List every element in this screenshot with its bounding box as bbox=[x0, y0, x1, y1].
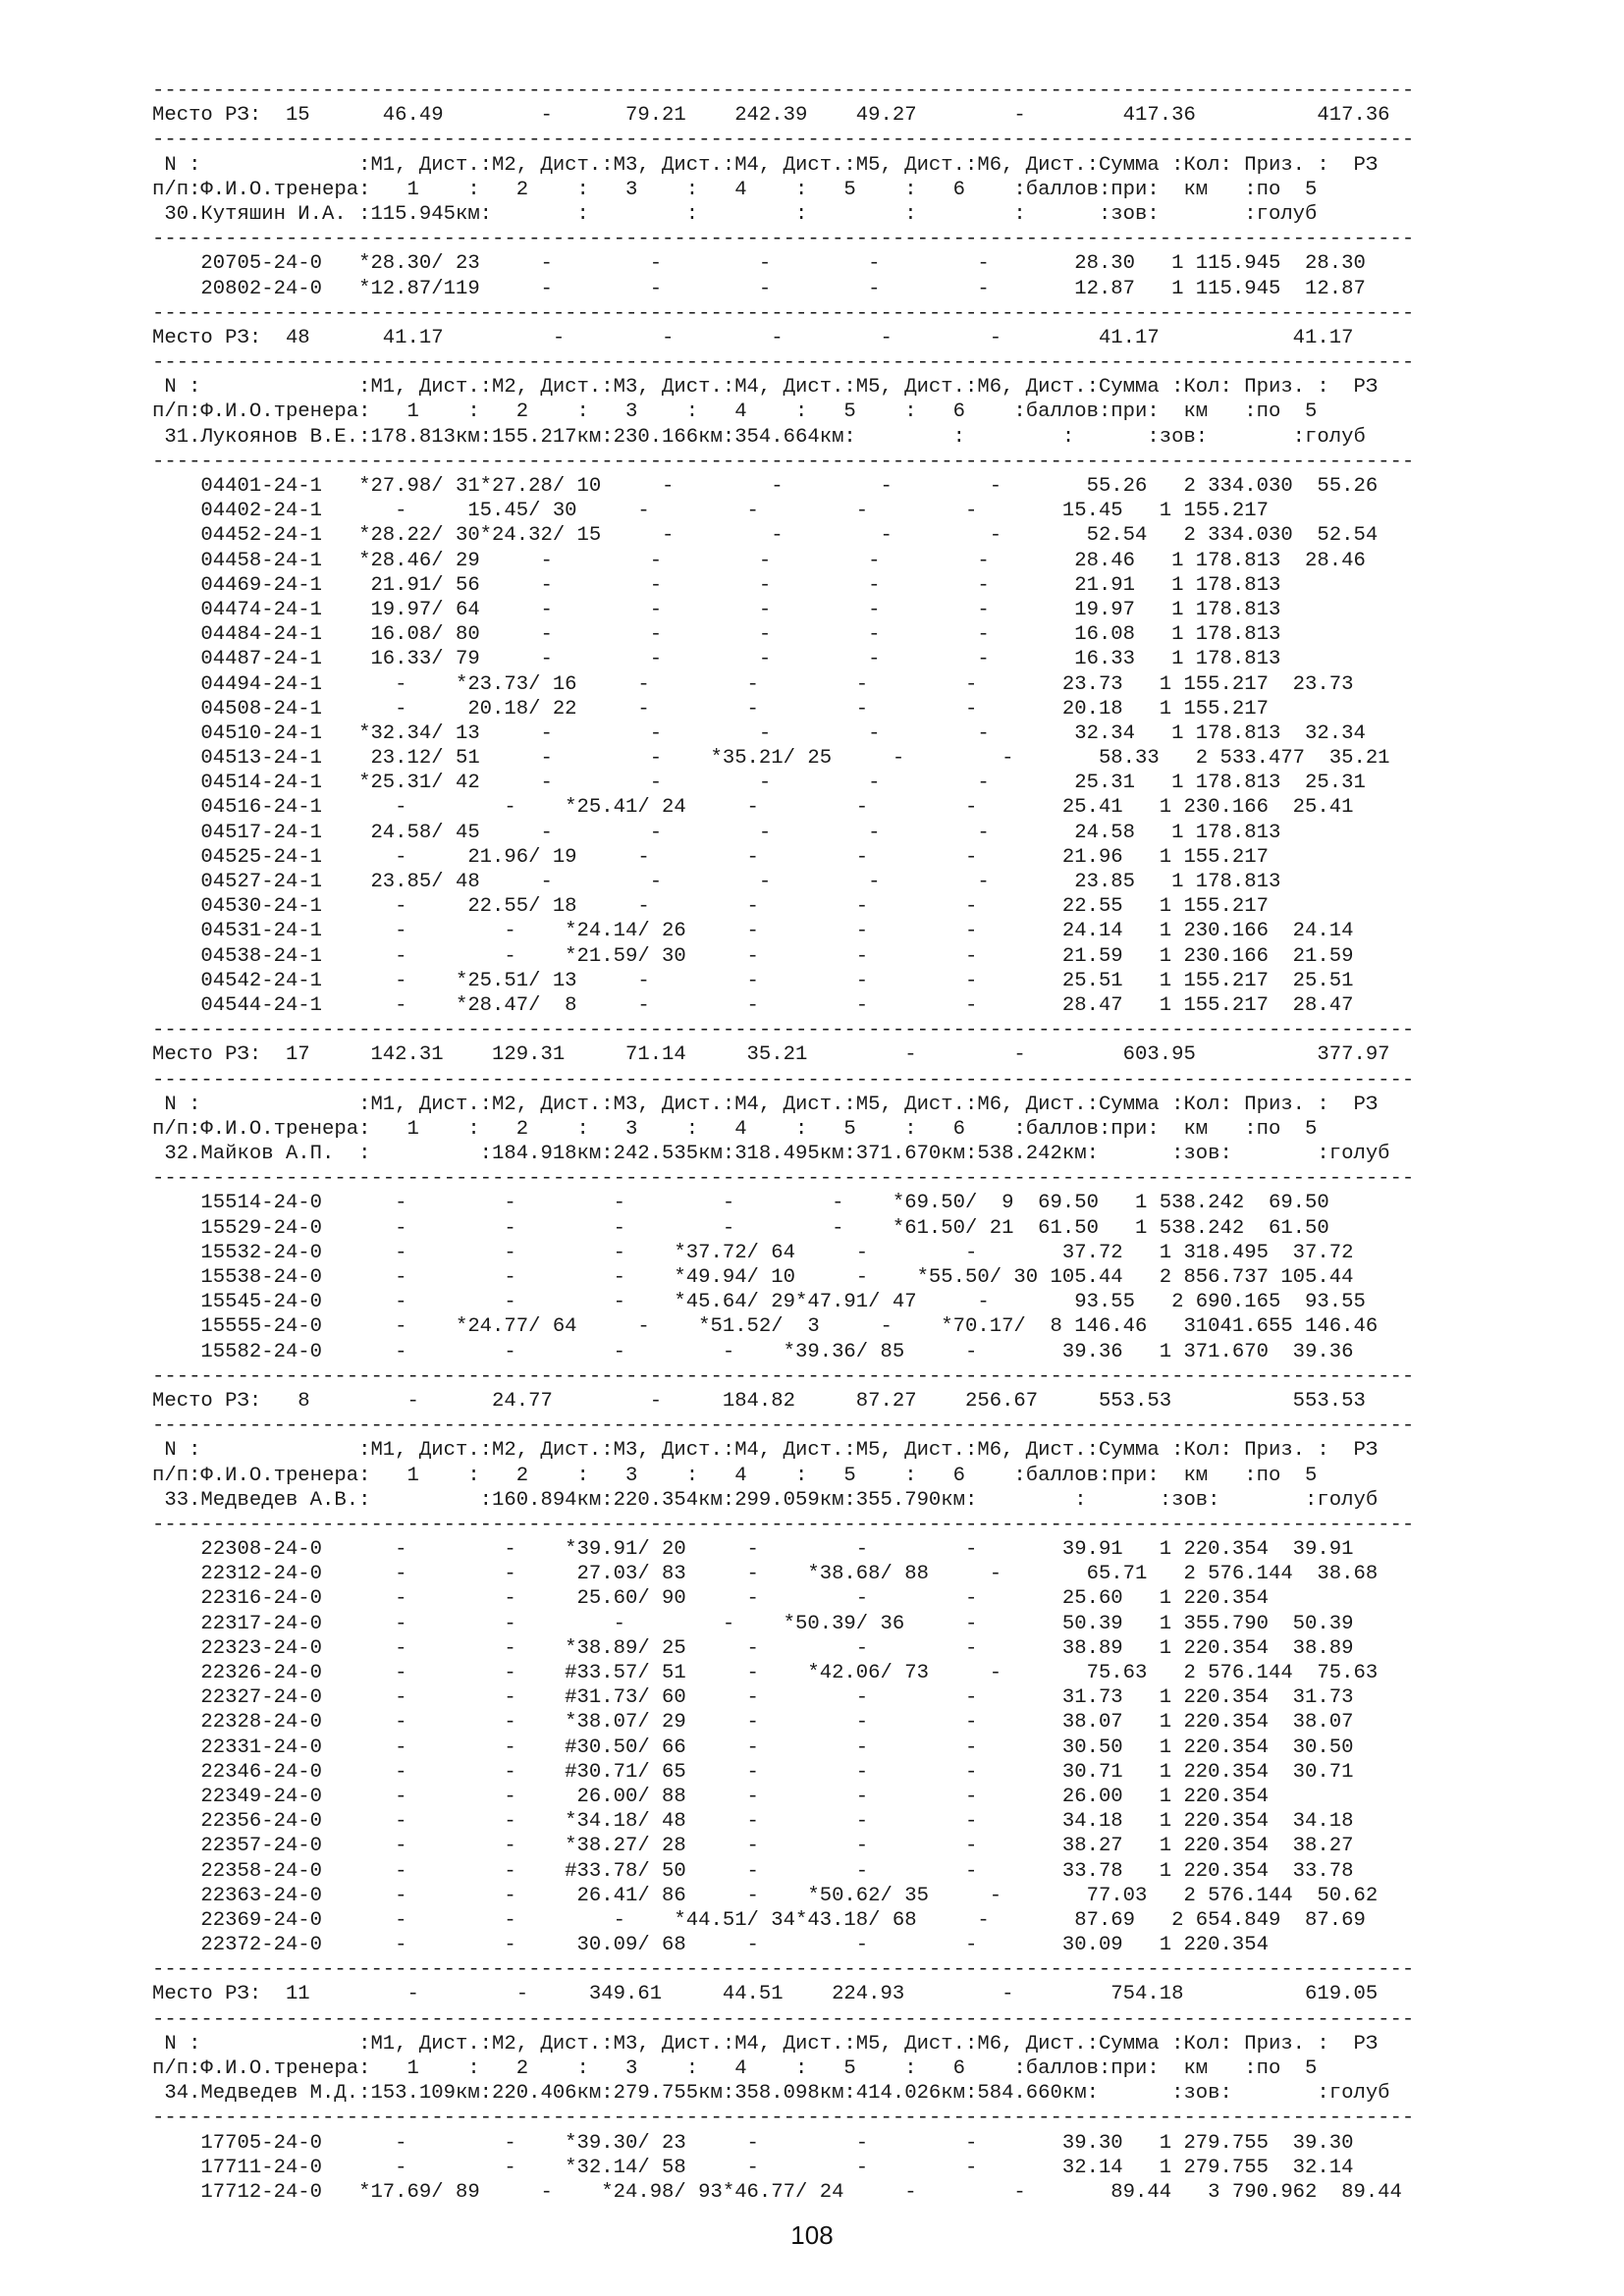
page-number: 108 bbox=[790, 2220, 834, 2250]
table-line: 04474-24-1 19.97/ 64 - - - - - 19.97 1 178.813 bbox=[152, 598, 1281, 621]
table-line: 22326-24-0 - - #33.57/ 51 - *42.06/ 73 - 75.63 2 576.144 75.63 bbox=[152, 1662, 1379, 1684]
table-line: 22328-24-0 - - *38.07/ 29 - - - 38.07 1 220.354 38.07 bbox=[152, 1711, 1354, 1735]
table-line: 04469-24-1 21.91/ 56 - - - - - 21.91 1 178.813 bbox=[152, 573, 1281, 597]
table-line: 22372-24-0 - - 30.09/ 68 - - - 30.09 1 220.354 bbox=[152, 1934, 1269, 1957]
table-line: 04530-24-1 - 22.55/ 18 - - - - 22.55 1 155.217 bbox=[152, 895, 1269, 919]
table-line: 04402-24-1 - 15.45/ 30 - - - - 15.45 1 155.217 bbox=[152, 500, 1269, 523]
separator-line: -------------------------------------------------------------------------------------------------------- bbox=[152, 1167, 1415, 1191]
separator-line: -------------------------------------------------------------------------------------------------------- bbox=[152, 1415, 1415, 1438]
table-line: 15514-24-0 - - - - - *69.50/ 9 69.50 1 538.242 69.50 bbox=[152, 1192, 1329, 1215]
table-line: 22316-24-0 - - 25.60/ 90 - - - 25.60 1 220.354 bbox=[152, 1587, 1269, 1611]
table-line: 22357-24-0 - - *38.27/ 28 - - - 38.27 1 220.354 38.27 bbox=[152, 1835, 1354, 1858]
separator-line: -------------------------------------------------------------------------------------------------------- bbox=[152, 1019, 1415, 1042]
table-line: 04525-24-1 - 21.96/ 19 - - - - 21.96 1 155.217 bbox=[152, 845, 1269, 869]
table-line: 04510-24-1 *32.34/ 13 - - - - - 32.34 1 178.813 32.34 bbox=[152, 721, 1366, 745]
table-line: Место РЗ: 15 46.49 - 79.21 242.39 49.27 - 417.36 417.36 bbox=[152, 104, 1390, 128]
table-line: 22312-24-0 - - 27.03/ 83 - *38.68/ 88 - 65.71 2 576.144 38.68 bbox=[152, 1563, 1379, 1586]
table-line: 15532-24-0 - - - *37.72/ 64 - - 37.72 1 318.495 37.72 bbox=[152, 1241, 1354, 1264]
table-line: 30.Кутяшин И.А. :115.945км: : : : : : :зов: :голуб bbox=[152, 202, 1318, 226]
table-line: 04531-24-1 - - *24.14/ 26 - - - 24.14 1 230.166 24.14 bbox=[152, 920, 1354, 943]
table-line: 15538-24-0 - - - *49.94/ 10 - *55.50/ 30 105.44 2 856.737 105.44 bbox=[152, 1266, 1354, 1289]
table-line: 22358-24-0 - - #33.78/ 50 - - - 33.78 1 220.354 33.78 bbox=[152, 1859, 1354, 1883]
table-line: 20802-24-0 *12.87/119 - - - - - 12.87 1 115.945 12.87 bbox=[152, 277, 1366, 300]
table-line: 22346-24-0 - - #30.71/ 65 - - - 30.71 1 220.354 30.71 bbox=[152, 1760, 1354, 1784]
table-line: N : :М1, Дист.:М2, Дист.:М3, Дист.:М4, Дист.:М5, Дист.:М6, Дист.:Сумма :Кол: Приз. : РЗ bbox=[152, 1439, 1379, 1463]
table-line: 04452-24-1 *28.22/ 30*24.32/ 15 - - - - 52.54 2 334.030 52.54 bbox=[152, 524, 1379, 548]
table-line: 04494-24-1 - *23.73/ 16 - - - - 23.73 1 155.217 23.73 bbox=[152, 672, 1354, 696]
separator-line: -------------------------------------------------------------------------------------------------------- bbox=[152, 351, 1415, 375]
table-line: 04508-24-1 - 20.18/ 22 - - - - 20.18 1 155.217 bbox=[152, 697, 1269, 721]
table-line: 04487-24-1 16.33/ 79 - - - - - 16.33 1 178.813 bbox=[152, 648, 1281, 671]
table-line: 15545-24-0 - - - *45.64/ 29*47.91/ 47 - 93.55 2 690.165 93.55 bbox=[152, 1291, 1366, 1314]
separator-line: -------------------------------------------------------------------------------------------------------- bbox=[152, 1958, 1415, 1982]
table-line: 04458-24-1 *28.46/ 29 - - - - - 28.46 1 178.813 28.46 bbox=[152, 549, 1366, 572]
table-line: N : :М1, Дист.:М2, Дист.:М3, Дист.:М4, Дист.:М5, Дист.:М6, Дист.:Сумма :Кол: Приз. : РЗ bbox=[152, 1093, 1379, 1116]
table-line: Место РЗ: 8 - 24.77 - 184.82 87.27 256.67 553.53 553.53 bbox=[152, 1389, 1366, 1413]
table-line: 22323-24-0 - - *38.89/ 25 - - - 38.89 1 220.354 38.89 bbox=[152, 1636, 1354, 1660]
table-line: 04517-24-1 24.58/ 45 - - - - - 24.58 1 178.813 bbox=[152, 821, 1281, 844]
table-line: 22349-24-0 - - 26.00/ 88 - - - 26.00 1 220.354 bbox=[152, 1785, 1269, 1808]
table-line: 22331-24-0 - - #30.50/ 66 - - - 30.50 1 220.354 30.50 bbox=[152, 1735, 1354, 1759]
table-line: 20705-24-0 *28.30/ 23 - - - - - 28.30 1 115.945 28.30 bbox=[152, 252, 1366, 276]
table-line: 04401-24-1 *27.98/ 31*27.28/ 10 - - - - 55.26 2 334.030 55.26 bbox=[152, 475, 1379, 498]
table-line: Место РЗ: 48 41.17 - - - - - 41.17 41.17 bbox=[152, 326, 1354, 349]
separator-line: -------------------------------------------------------------------------------------------------------- bbox=[152, 2107, 1415, 2130]
results-table bbox=[152, 79, 1527, 2205]
separator-line: -------------------------------------------------------------------------------------------------------- bbox=[152, 1364, 1415, 1388]
separator-line: -------------------------------------------------------------------------------------------------------- bbox=[152, 450, 1415, 473]
table-line: 22369-24-0 - - - *44.51/ 34*43.18/ 68 - 87.69 2 654.849 87.69 bbox=[152, 1908, 1366, 1932]
table-line: 17712-24-0 *17.69/ 89 - *24.98/ 93*46.77/ 24 - - 89.44 3 790.962 89.44 bbox=[152, 2180, 1402, 2204]
table-line: 04513-24-1 23.12/ 51 - - *35.21/ 25 - - 58.33 2 533.477 35.21 bbox=[152, 747, 1390, 771]
table-line: 17705-24-0 - - *39.30/ 23 - - - 39.30 1 279.755 39.30 bbox=[152, 2131, 1354, 2155]
table-line: 04538-24-1 - - *21.59/ 30 - - - 21.59 1 230.166 21.59 bbox=[152, 944, 1354, 968]
table-line: 15529-24-0 - - - - - *61.50/ 21 61.50 1 538.242 61.50 bbox=[152, 1216, 1329, 1240]
table-line: 17711-24-0 - - *32.14/ 58 - - - 32.14 1 279.755 32.14 bbox=[152, 2156, 1354, 2179]
table-line: N : :М1, Дист.:М2, Дист.:М3, Дист.:М4, Дист.:М5, Дист.:М6, Дист.:Сумма :Кол: Приз. : РЗ bbox=[152, 376, 1379, 400]
table-line: 22363-24-0 - - 26.41/ 86 - *50.62/ 35 - 77.03 2 576.144 50.62 bbox=[152, 1884, 1379, 1907]
table-line: N : :М1, Дист.:М2, Дист.:М3, Дист.:М4, Дист.:М5, Дист.:М6, Дист.:Сумма :Кол: Приз. : РЗ bbox=[152, 2032, 1379, 2056]
table-line: 15555-24-0 - *24.77/ 64 - *51.52/ 3 - *70.17/ 8 146.46 31041.655 146.46 bbox=[152, 1315, 1379, 1339]
separator-line: -------------------------------------------------------------------------------------------------------- bbox=[152, 1068, 1415, 1092]
table-line: 04514-24-1 *25.31/ 42 - - - - - 25.31 1 178.813 25.31 bbox=[152, 772, 1366, 795]
table-line: 31.Лукоянов В.Е.:178.813км:155.217км:230.166км:354.664км: : : :зов: :голуб bbox=[152, 425, 1366, 449]
table-line: 32.Майков А.П. : :184.918км:242.535км:318.495км:371.670км:538.242км: :зов: :голуб bbox=[152, 1143, 1390, 1166]
table-line: N : :М1, Дист.:М2, Дист.:М3, Дист.:М4, Дист.:М5, Дист.:М6, Дист.:Сумма :Кол: Приз. : РЗ bbox=[152, 153, 1379, 177]
separator-line: -------------------------------------------------------------------------------------------------------- bbox=[152, 228, 1415, 251]
table-line: Место РЗ: 17 142.31 129.31 71.14 35.21 - - 603.95 377.97 bbox=[152, 1043, 1390, 1067]
table-line: 15582-24-0 - - - - *39.36/ 85 - 39.36 1 371.670 39.36 bbox=[152, 1340, 1354, 1363]
separator-line: -------------------------------------------------------------------------------------------------------- bbox=[152, 1513, 1415, 1536]
table-line: 34.Медведев М.Д.:153.109км:220.406км:279.755км:358.098км:414.026км:584.660км: :зов: :голуб bbox=[152, 2082, 1390, 2106]
separator-line: -------------------------------------------------------------------------------------------------------- bbox=[152, 80, 1415, 102]
table-line: 04484-24-1 16.08/ 80 - - - - - 16.08 1 178.813 bbox=[152, 623, 1281, 647]
table-line: п/п:Ф.И.О.тренера: 1 : 2 : 3 : 4 : 5 : 6 :баллов:при: км :по 5 bbox=[152, 178, 1318, 201]
table-line: 04544-24-1 - *28.47/ 8 - - - - 28.47 1 155.217 28.47 bbox=[152, 993, 1354, 1017]
table-line: Место РЗ: 11 - - 349.61 44.51 224.93 - 754.18 619.05 bbox=[152, 1983, 1379, 2006]
separator-line: -------------------------------------------------------------------------------------------------------- bbox=[152, 301, 1415, 325]
table-line: 04527-24-1 23.85/ 48 - - - - - 23.85 1 178.813 bbox=[152, 871, 1281, 893]
separator-line: -------------------------------------------------------------------------------------------------------- bbox=[152, 129, 1415, 152]
table-line: 22327-24-0 - - #31.73/ 60 - - - 31.73 1 220.354 31.73 bbox=[152, 1686, 1354, 1710]
table-line: п/п:Ф.И.О.тренера: 1 : 2 : 3 : 4 : 5 : 6 :баллов:при: км :по 5 bbox=[152, 400, 1318, 424]
table-line: 04542-24-1 - *25.51/ 13 - - - - 25.51 1 155.217 25.51 bbox=[152, 969, 1354, 992]
table-line: п/п:Ф.И.О.тренера: 1 : 2 : 3 : 4 : 5 : 6 :баллов:при: км :по 5 bbox=[152, 1464, 1318, 1487]
table-line: п/п:Ф.И.О.тренера: 1 : 2 : 3 : 4 : 5 : 6 :баллов:при: км :по 5 bbox=[152, 1117, 1318, 1141]
table-line: 33.Медведев А.В.: :160.894км:220.354км:299.059км:355.790км: : :зов: :голуб bbox=[152, 1488, 1379, 1512]
table-line: 22308-24-0 - - *39.91/ 20 - - - 39.91 1 220.354 39.91 bbox=[152, 1538, 1354, 1562]
table-line: 22356-24-0 - - *34.18/ 48 - - - 34.18 1 220.354 34.18 bbox=[152, 1810, 1354, 1834]
separator-line: -------------------------------------------------------------------------------------------------------- bbox=[152, 2007, 1415, 2031]
table-line: 22317-24-0 - - - - *50.39/ 36 - 50.39 1 355.790 50.39 bbox=[152, 1612, 1354, 1635]
table-line: п/п:Ф.И.О.тренера: 1 : 2 : 3 : 4 : 5 : 6 :баллов:при: км :по 5 bbox=[152, 2057, 1318, 2080]
table-line: 04516-24-1 - - *25.41/ 24 - - - 25.41 1 230.166 25.41 bbox=[152, 796, 1354, 820]
